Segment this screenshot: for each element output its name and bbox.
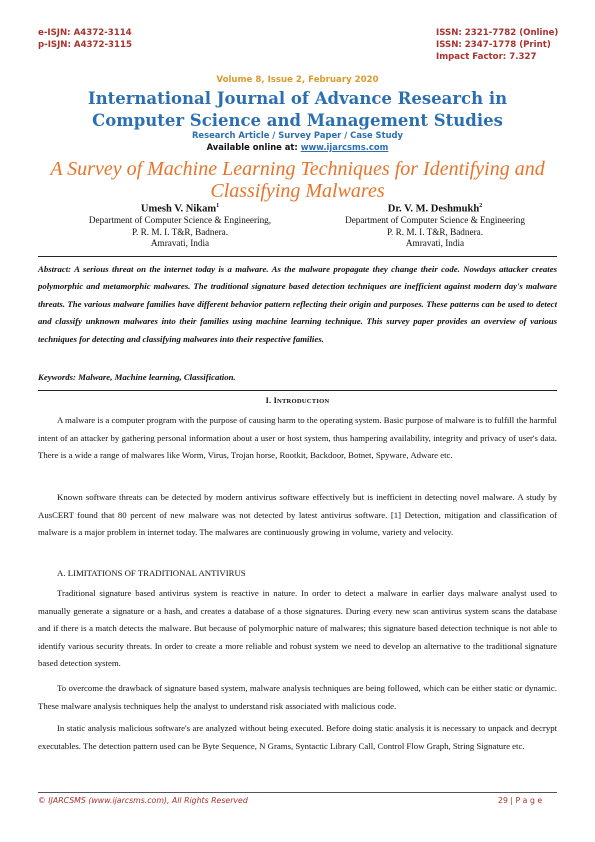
issn-online-text: ISSN: 2321-7782 (Online) [436, 28, 559, 38]
footer-copyright: © IJARCSMS (www.ijarcsms.com), All Rights Reserved [38, 796, 248, 805]
author-2-block [335, 201, 535, 250]
subsection-heading: A. LIMITATIONS OF TRADITIONAL ANTIVIRUS [57, 568, 246, 578]
intro-paragraph-1: A malware is a computer program with the purpose of causing harm to the operating system. Basic purpose of malware is to fulfill the harmful intent of an attacker by gathering personal information about a user or host system, thus hampering availability, integrity and privacy of user's data. There is a wide a range of malwares like Worm, Virus, Trojan horse, Rootkit, Backdoor, Botnet, Spyware, Adware etc. [38, 415, 557, 461]
author-1-name: Umesh V. Nikam$^1$ [140, 203, 220, 215]
journal-title-line2: Computer Science and Management Studies [92, 111, 503, 130]
author-1-college: P. R. M. I. T&R, Badnera. [131, 226, 229, 237]
intro-paragraph-5: In static analysis malicious software's are analyzed without being executed. Before doing static analysis it is necessary to unpack and decrypt executables. The detection pattern used can be Byte Sequence, N Grams, Syntactic Library Call, Control Flow Graph, String Signature etc. [38, 723, 557, 751]
header-left [38, 27, 132, 51]
article-types: Research Article / Survey Paper / Case Study [191, 130, 404, 140]
issn-print-text: ISSN: 2347-1778 (Print) [436, 40, 551, 50]
availability-line [0, 142, 595, 152]
author-2-city: Amravati, India [405, 238, 465, 248]
footer-rule [38, 792, 557, 793]
paper-title [0, 158, 595, 202]
intro-paragraph-3: Traditional signature based antivirus system is reactive in nature. In order to detect a malware in earlier days malware analyst used to manually generate a signature or a hash, and creates a database of a those signatures. During every new scan antivirus system scans the database and if there is a match detects the malware. But because of polymorphic nature of malwares; this signature based detection technique is not able to identify various security threats. In order to create a more reliable and robust system we need to develop an alternative to the traditional signature based detection system. [38, 588, 557, 669]
journal-url-link[interactable]: www.ijarcsms.com [300, 142, 389, 152]
section-heading: I. INTRODUCTION [265, 396, 330, 405]
abstract-bottom-rule [38, 390, 557, 391]
abstract-top-rule [38, 256, 557, 257]
paper-title-line2: Classifying Malwares [210, 180, 385, 202]
eissn-text: e-ISJN: A4372-3114 [38, 28, 132, 38]
author-1-block [80, 201, 280, 250]
journal-title-line1: International Journal of Advance Research in [87, 89, 508, 108]
author-2-college: P. R. M. I. T&R, Badnera. [386, 226, 484, 237]
author-2-dept: Department of Computer Science & Engineering [345, 215, 525, 225]
available-label: Available online at: [206, 142, 298, 152]
keywords-text: Keywords: Malware, Machine learning, Classification. [38, 372, 236, 382]
author-1-dept: Department of Computer Science & Engineering, [88, 215, 272, 225]
header-right [436, 27, 558, 63]
page-number: 29 | P a g e [498, 796, 543, 805]
intro-paragraph-2: Known software threats can be detected by modern antivirus software effectively but is inefficient in detecting novel malware. A study by AusCERT found that 80 percent of new malware was not detected by latest antivirus software. [1] Detection, mitigation and classification of malware is a major problem in internet today. The malwares are continuously growing in volume, variety and velocity. [38, 492, 557, 538]
pissn-text: p-ISJN: A4372-3115 [38, 40, 132, 50]
paper-title-line1: A Survey of Machine Learning Techniques for Identifying and [50, 158, 545, 180]
author-1-city: Amravati, India [150, 238, 210, 248]
author-2-name: Dr. V. M. Deshmukh$^2$ [387, 203, 483, 215]
impact-factor-text: Impact Factor: 7.327 [436, 52, 537, 62]
intro-paragraph-4: To overcome the drawback of signature based system, malware analysis techniques are being followed, which can be either static or dynamic. These malware analysis techniques help the analyst to understand risk associated with malicious code. [38, 683, 557, 711]
volume-line: Volume 8, Issue 2, February 2020 [216, 75, 379, 85]
journal-title [0, 88, 595, 132]
abstract-text: Abstract: A serious threat on the internet today is a malware. As the malware propagate they change their code. Nowdays attacker creates polymorphic and metamorphic malwares. The traditional signature based detection techniques are inefficient against modern day's malware threats. The various malware families have different behavior pattern reflecting their origin and purposes. These patterns can be used to detect and classify unknown malwares into their families using machine learning technique. This survey paper provides an overview of various techniques for detecting and classifying malwares into their respective families. [38, 264, 557, 344]
